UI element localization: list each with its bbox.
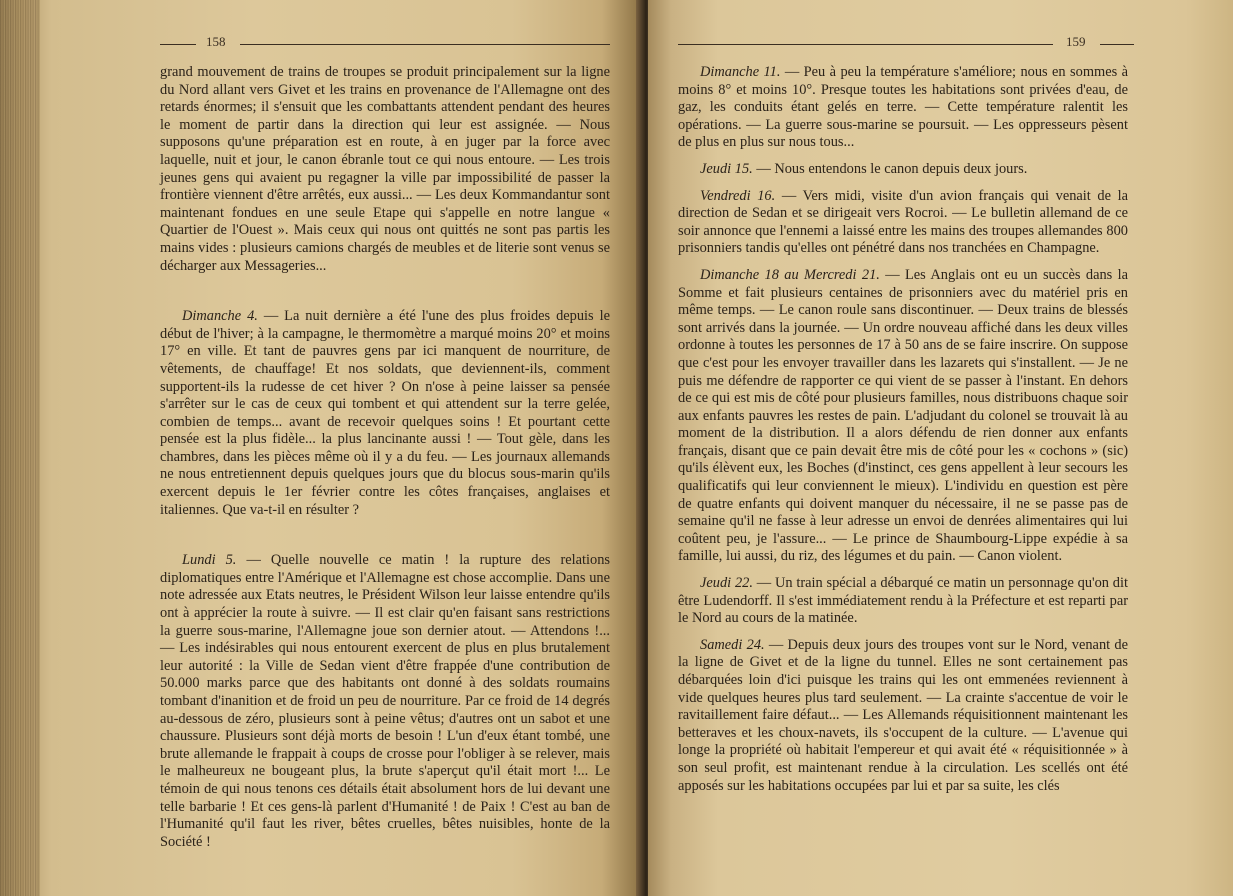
entry-date: Dimanche 18 au Mercredi 21. (700, 266, 880, 283)
entry-text: — La nuit dernière a été l'une des plus froides depuis le début de l'hiver; à la campagne, le thermomètre a marqué moins 20° et moins 17° en ville. Et tant de pauvres gens par ici manquent de nourriture, de vêtements, de chauffage! Et nos soldats, que deviennent-ils, comment supportent-ils la rudesse de cet hiver ? On n'ose à peine laisser sa pensée s'arrêter sur le cas de ceux qui tombent et qui attendent sur la terre gelée, combien de temps... avant de recevoir quelques soins ! Et pourtant cette pensée est la plus fidèle... la plus lancinante aussi ! — Tout gèle, dans les chambres, dans les pièces même où il y a du feu. — Les journaux allemands ne nous entretiennent depuis quelques jours que du blocus sous-marin qu'ils exercent depuis le 1er février contre les côtes françaises, anglaises et italiennes. Que va-t-il en résulter ? (160, 308, 610, 518)
page-number: 159 (1066, 34, 1086, 49)
header-rule (678, 44, 1053, 45)
entry-text: — Quelle nouvelle ce matin ! la rupture des relations diplomatiques entre l'Amérique et l'Allemagne est chose accomplie. Dans une note adressée aux Etats neutres, le Président Wilson leur laisse entendre qu'ils ont à apprécier la route à suivre. — Il est clair qu'en faisant sans restrictions la guerre sous-marine, l'Allemagne joue son dernier atout. — Attendons !... — Les indésirables qui nous entourent exercent de plus en plus brutalement leur autorité : la Ville de Sedan vient d'être frappée d'une contribution de 50.000 marks parce que des habitants ont donné à des soldats roumains tombant d'inanition et de froid un peu de nourriture. Par ce froid de 14 degrés au-dessous de zéro, plusieurs sont à peine vêtus; d'autres ont un sabot et une chaussure. Plusieurs sont déjà morts de besoin ! L'un d'eux étant tombé, une brute allemande le frappait à coups de crosse pour l'obliger à se relever, mais le malheureux ne bougeant plus, la brute s'aperçut qu'il était mort !... Le témoin de qui nous tenons ces détails était absolument hors de lui devant une telle barbarie ! Et ces gens-là parlent d'Humanité ! de Paix ! C'est au ban de l'Humanité qu'il faut les river, bêtes cruelles, bêtes nuisibles, honte de la Société ! (160, 552, 611, 850)
paragraph-text: grand mouvement de trains de troupes se produit principalement sur la ligne du Nord allant vers Givet et les trains en provenance de l'Allemagne ont des retards énormes; il s'ensuit que les combattants attendent pendant des heures le moment de partir dans la direction qui leur est assignée. — Nous supposons qu'une préparation est en route, à en juger par la force avec laquelle, nuit et jour, le canon ébranle tout ce qui nous entoure. — Les trois jeunes gens qui avaient pu regagner la ville par impossibilité de passer la frontière viennent d'être arrêtés, eux aussi... — Les deux Kommandantur sont maintenant fondues en une seule Etape qui s'appelle en notre langue « Quartier de l'Ouest ». Mais ceux qui nous ont quittés ne sont pas partis les mains vides : plusieurs camions chargés de meubles et de literie sont venus se décharger aux Messageries... (160, 64, 610, 274)
entry-text: — Depuis deux jours des troupes vont sur le Nord, venant de la ligne de Givet et de la ligne du tunnel. Elles ne sont certainement pas débarquées loin d'ici puisque les trains qui les ont emmenées reviennent à vide quelques heures plus tard seulement. — La crainte s'accentue de voir le ravitaillement faire défaut... — Les Allemands réquisitionnent maintenant les betteraves et les choux-navets, ils s'occupent de la culture. — L'avenue qui longe la propriété où habitait l'empereur et qui avait été « réquisitionnée » à son seul profit, est maintenant rendue à la circulation. Les scellés ont été apposés sur les habitations occupées par lui et par sa suite, les clés (678, 636, 1128, 794)
diary-entry (160, 308, 610, 519)
diary-entry (678, 267, 1128, 566)
diary-entry (678, 575, 1128, 628)
page-edge-stack (0, 0, 40, 896)
right-page (648, 0, 1233, 896)
header-rule (1100, 44, 1134, 45)
entry-text: — Nous entendons le canon depuis deux jours. (752, 160, 1028, 177)
right-page-header (678, 34, 1133, 54)
entry-date: Dimanche 11. (700, 64, 781, 80)
entry-text: — Peu à peu la température s'améliore; nous en sommes à moins 8° et moins 10°. Presque toutes les habitations sont privées d'eau, de gaz, les conduits étant gelés en terre. — Cette température ralentit les opérations. — La guerre sous-marine se poursuit. — Les oppresseurs pèsent de plus en plus sur nous tous... (678, 64, 1128, 151)
diary-entry (678, 161, 1128, 179)
entry-date: Dimanche 4. (182, 308, 258, 325)
header-rule (160, 44, 196, 45)
left-page-header (160, 34, 610, 54)
entry-date: Vendredi 16. (700, 187, 776, 204)
entry-date: Lundi 5. (182, 552, 237, 569)
entry-text: — Un train spécial a débarqué ce matin un personnage qu'on dit être Ludendorff. Il s'est immédiatement rendu à la Préfecture et est reparti par le Nord au cours de la matinée. (678, 575, 1128, 627)
right-page-body (678, 64, 1128, 795)
left-page-body (160, 64, 610, 851)
entry-date: Samedi 24. (700, 636, 765, 653)
diary-entry (160, 552, 610, 851)
header-rule (240, 44, 610, 45)
page-number: 158 (206, 34, 226, 49)
diary-entry (678, 64, 1128, 152)
entry-date: Jeudi 15. (700, 160, 753, 177)
entry-text: — Vers midi, visite d'un avion français qui venait de la direction de Sedan et se dirigeait vers Rocroi. — Le bulletin allemand de ce soir annonce que l'ennemi a laissé entre les mains des troupes allemandes 800 prisonniers tandis qu'elles ont pénétré dans nos tranchées en Champagne. (678, 187, 1128, 257)
entry-date: Jeudi 22. (700, 575, 753, 592)
diary-entry (678, 637, 1128, 795)
entry-text: — Les Anglais ont eu un succès dans la Somme et fait plusieurs centaines de prisonniers avec du matériel pris en même temps. — Le canon roule sans discontinuer. — Deux trains de blessés sont arrivés dans la journée. — Un ordre nouveau affiché dans les deux villes ordonne à toutes les personnes de 17 à 50 ans de se faire inscrire. On suppose que c'est pour les envoyer travailler dans les lazarets qui s'installent. — Je ne puis me défendre de rapporter ce qui vient de se passer à l'instant. En dehors de ce qui est mis de côté pour plusieurs familles, nous distribuons chaque soir aux enfants pauvres les restes de pain. L'adjudant du colonel se trouvait là au moment de la distribution. Il a alors défendu de rien donner aux enfants français, disant que ce pain devait être mis de côté pour les « cochons » (sic) qu'ils élèvent eux, les Boches (d'instinct, ces gens appellent à leur secours les qualificatifs qui leur conviennent le mieux). L'individu en question est père de quatre enfants qui doivent manquer du nécessaire, il ne se passe pas de semaine qu'il ne fasse à leur adresse un envoi de denrées alimentaires qui lui coûtent peu, je l'assure... — Le prince de Shaumbourg-Lippe expédie à sa famille, lui aussi, du riz, des légumes et du pain. — Canon violent. (678, 266, 1129, 565)
diary-entry (678, 188, 1128, 258)
paragraph (160, 64, 610, 275)
